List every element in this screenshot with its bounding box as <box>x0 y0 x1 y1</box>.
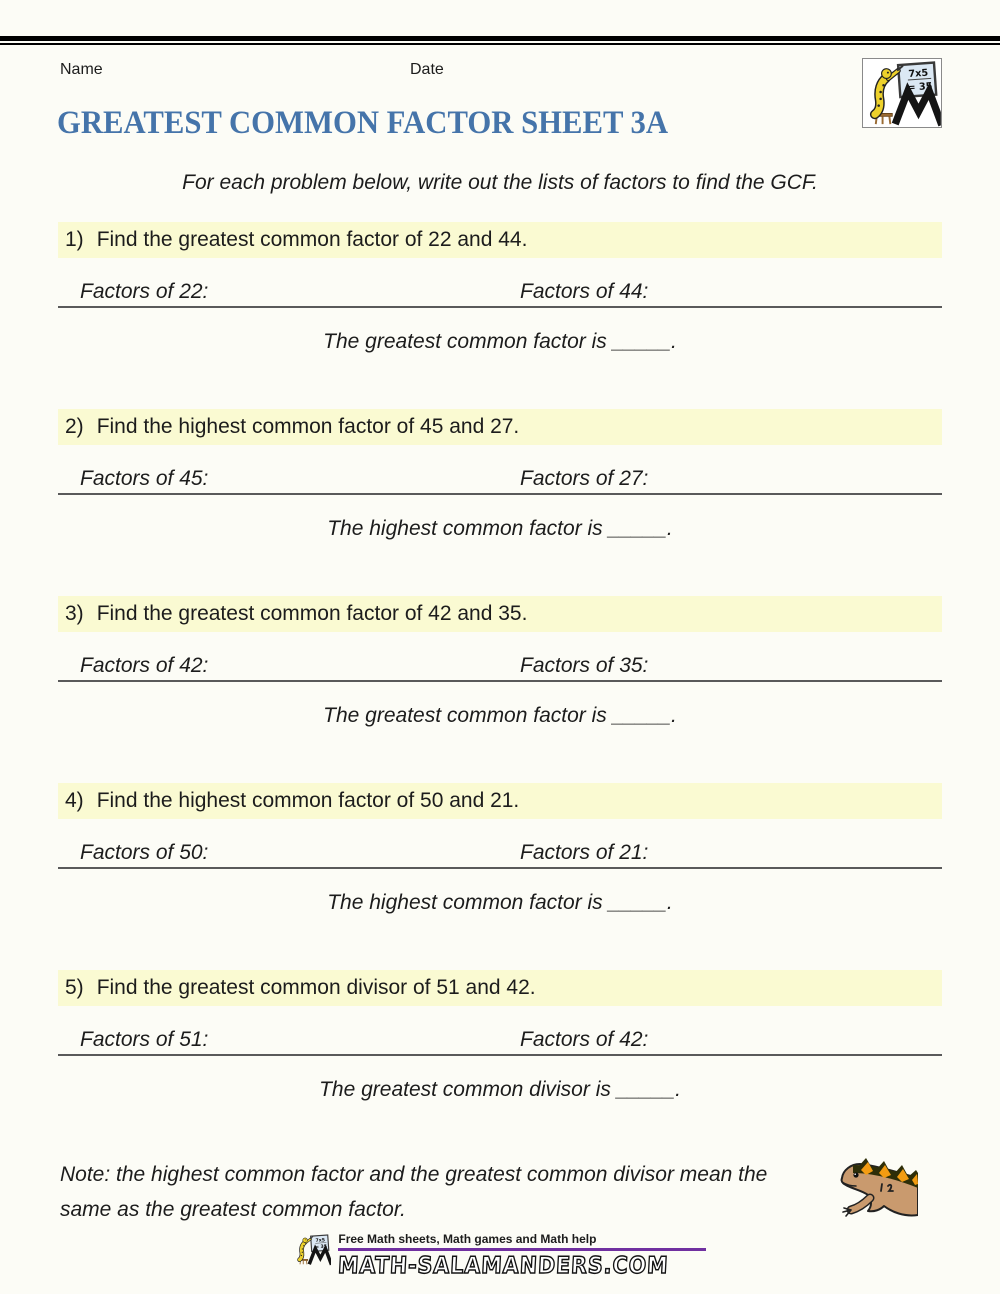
factors-right-label: Factors of 27: <box>520 467 649 490</box>
answer-sentence: The greatest common factor is _____. <box>323 330 677 353</box>
footer-text-block <box>338 1229 705 1279</box>
answer-sentence: The highest common factor is _____. <box>327 517 673 540</box>
problem-text: Find the greatest common factor of 22 and 44. <box>96 228 528 251</box>
instruction-text: For each problem below, write out the lists of factors to find the GCF. <box>182 171 818 194</box>
factors-row <box>58 654 942 682</box>
factors-left-label: Factors of 22: <box>80 280 209 303</box>
factors-left-label: Factors of 45: <box>80 467 209 490</box>
answer-sentence: The greatest common divisor is _____. <box>319 1078 681 1101</box>
footer-divider <box>338 1248 705 1251</box>
site-footer <box>0 1229 1000 1279</box>
footer-site-name: MATH-SALAMANDERS.COM <box>337 1253 670 1279</box>
factors-left-label: Factors of 51: <box>80 1028 209 1051</box>
note-line-2: same as the greatest common factor. <box>60 1198 406 1221</box>
lizard-icon <box>838 1146 918 1219</box>
factors-right-label: Factors of 35: <box>520 654 649 677</box>
footer-tagline: Free Math sheets, Math games and Math help <box>338 1232 597 1246</box>
top-rule-thin <box>0 43 1000 45</box>
answer-sentence: The highest common factor is _____. <box>327 891 673 914</box>
problem-statement <box>58 970 942 1006</box>
problem-number: 3) <box>65 602 84 625</box>
factors-row <box>58 467 942 495</box>
page-title: GREATEST COMMON FACTOR SHEET 3A <box>57 105 669 141</box>
factors-left-label: Factors of 42: <box>80 654 209 677</box>
problem-statement <box>58 783 942 819</box>
factors-row <box>58 280 942 308</box>
name-label: Name <box>60 61 103 78</box>
factors-row <box>58 1028 942 1056</box>
answer-sentence: The greatest common factor is _____. <box>323 704 677 727</box>
header-row <box>0 61 1000 79</box>
factors-right-label: Factors of 21: <box>520 841 649 864</box>
problem-2 <box>58 409 942 543</box>
problem-statement <box>58 222 942 258</box>
problem-statement <box>58 596 942 632</box>
problem-3 <box>58 596 942 730</box>
top-rule-thick <box>0 36 1000 41</box>
problem-text: Find the greatest common factor of 42 and 35. <box>96 602 528 625</box>
problem-statement <box>58 409 942 445</box>
problem-1 <box>58 222 942 356</box>
problem-5 <box>58 970 942 1104</box>
problem-4 <box>58 783 942 917</box>
problem-number: 5) <box>65 976 84 999</box>
problem-number: 1) <box>65 228 84 251</box>
problems-list <box>0 222 1000 1104</box>
problem-number: 2) <box>65 415 84 438</box>
date-label: Date <box>410 61 444 78</box>
factors-left-label: Factors of 50: <box>80 841 209 864</box>
factors-right-label: Factors of 42: <box>520 1028 649 1051</box>
problem-text: Find the highest common factor of 50 and 21. <box>96 789 520 812</box>
footer-salamander-icon <box>294 1229 331 1270</box>
factors-row <box>58 841 942 869</box>
problem-text: Find the greatest common divisor of 51 and 42. <box>96 976 536 999</box>
note-line-1: Note: the highest common factor and the greatest common divisor mean the <box>60 1163 768 1186</box>
problem-text: Find the highest common factor of 45 and 27. <box>96 415 520 438</box>
problem-number: 4) <box>65 789 84 812</box>
factors-right-label: Factors of 44: <box>520 280 649 303</box>
